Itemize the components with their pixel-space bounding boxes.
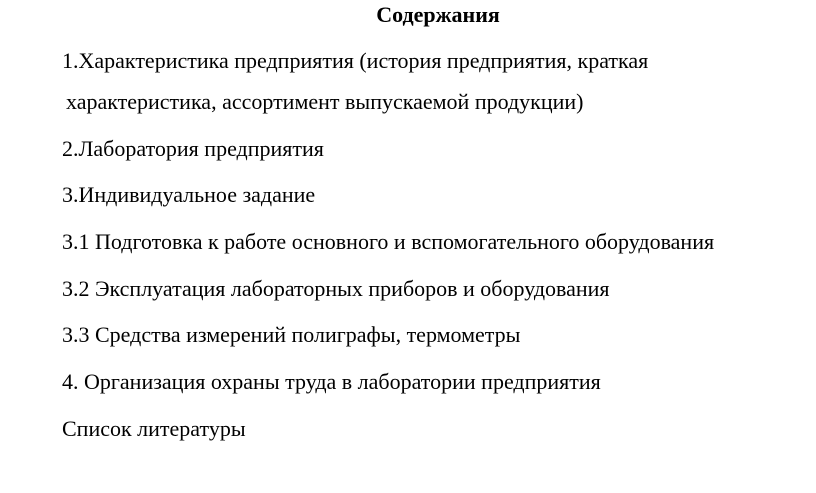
toc-item-1-continuation: характеристика, ассортимент выпускаемой продукции) [66, 89, 584, 114]
toc-item-4: 4. Организация охраны труда в лаборатории предприятия [62, 369, 601, 394]
toc-item-3-2: 3.2 Эксплуатация лабораторных приборов и оборудования [62, 276, 610, 301]
toc-item-3-1: 3.1 Подготовка к работе основного и вспомогательного оборудования [62, 229, 715, 254]
toc-item-2: 2.Лаборатория предприятия [62, 136, 324, 161]
document-title: Содержания [376, 2, 500, 27]
toc-item-1: 1.Характеристика предприятия (история предприятия, краткая [62, 48, 649, 73]
toc-item-3: 3.Индивидуальное задание [62, 182, 316, 207]
toc-item-3-3: 3.3 Средства измерений полиграфы, термометры [62, 322, 521, 347]
toc-item-bibliography: Список литературы [62, 416, 246, 441]
